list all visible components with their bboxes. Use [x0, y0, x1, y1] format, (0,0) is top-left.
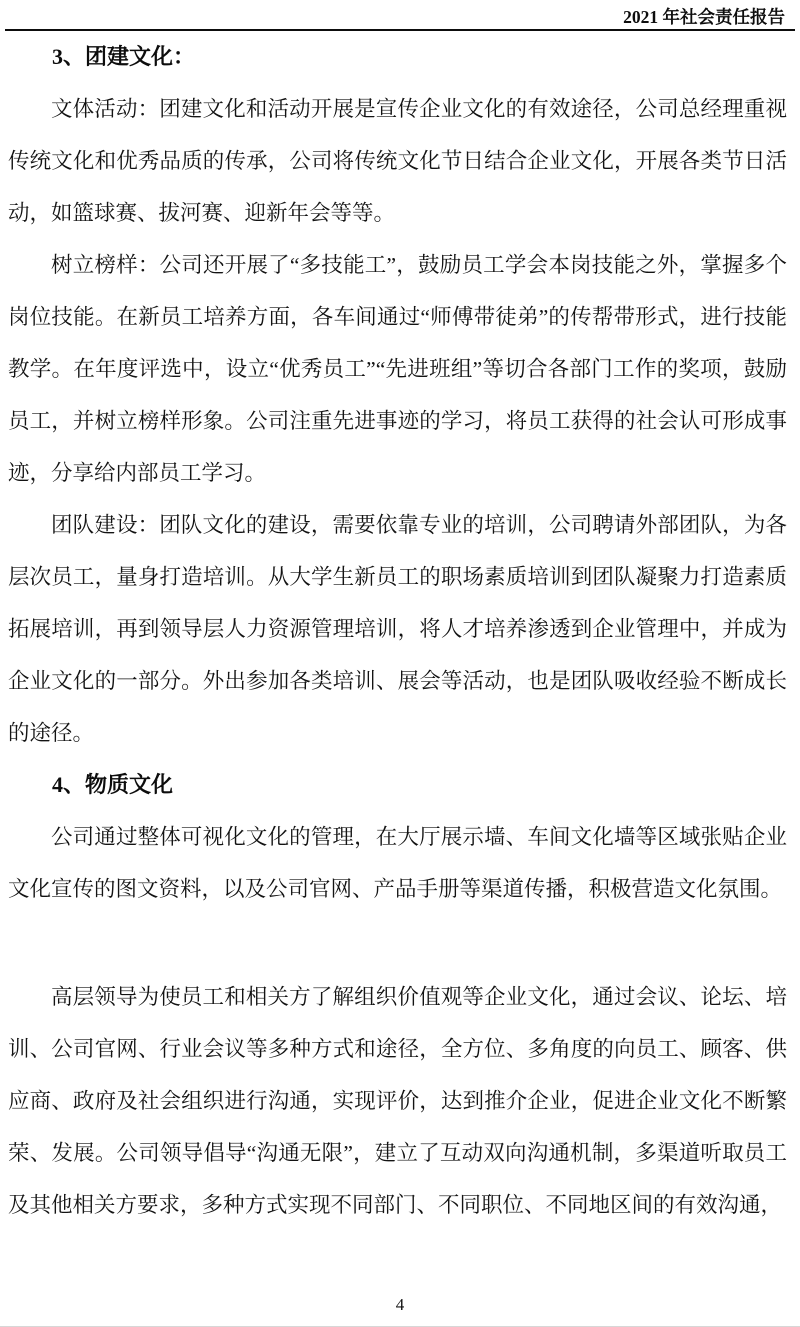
section-heading-material-culture: 4、物质文化: [52, 772, 174, 797]
page-content: [8, 31, 787, 1231]
section-heading-team-building-culture: 3、团建文化：: [52, 44, 196, 69]
paragraph-sports-activities: 文体活动：团建文化和活动开展是宣传企业文化的有效途径，公司总经理重视传统文化和优秀品质的传承，公司将传统文化节日结合企业文化，开展各类节日活动，如篮球赛、拔河赛、迎新年会等等。: [8, 97, 787, 225]
page-header: [5, 0, 795, 31]
report-title: 2021 年社会责任报告: [623, 7, 785, 27]
page-number: 4: [395, 1295, 405, 1314]
paragraph-leadership-communication: 高层领导为使员工和相关方了解组织价值观等企业文化，通过会议、论坛、培训、公司官网、行业会议等多种方式和途径，全方位、多角度的向员工、顾客、供应商、政府及社会组织进行沟通，实现评价，达到推介企业，促进企业文化不断繁荣、发展。公司领导倡导“沟通无限”，建立了互动双向沟通机制，多渠道听取员工及其他相关方要求，多种方式实现不同部门、不同职位、不同地区间的有效沟通，: [8, 985, 787, 1217]
paragraph-visual-culture: 公司通过整体可视化文化的管理，在大厅展示墙、车间文化墙等区域张贴企业文化宣传的图文资料，以及公司官网、产品手册等渠道传播，积极营造文化氛围。: [8, 825, 787, 901]
paragraph-role-models: 树立榜样：公司还开展了“多技能工”，鼓励员工学会本岗技能之外，掌握多个岗位技能。在新员工培养方面，各车间通过“师傅带徒弟”的传帮带形式，进行技能教学。在年度评选中，设立“优秀员工”“先进班组”等切合各部门工作的奖项，鼓励员工，并树立榜样形象。公司注重先进事迹的学习，将员工获得的社会认可形成事迹，分享给内部员工学习。: [8, 253, 787, 485]
paragraph-team-building: 团队建设：团队文化的建设，需要依靠专业的培训，公司聘请外部团队，为各层次员工，量身打造培训。从大学生新员工的职场素质培训到团队凝聚力打造素质拓展培训，再到领导层人力资源管理培训，将人才培养渗透到企业管理中，并成为企业文化的一部分。外出参加各类培训、展会等活动，也是团队吸收经验不断成长的途径。: [8, 513, 787, 745]
